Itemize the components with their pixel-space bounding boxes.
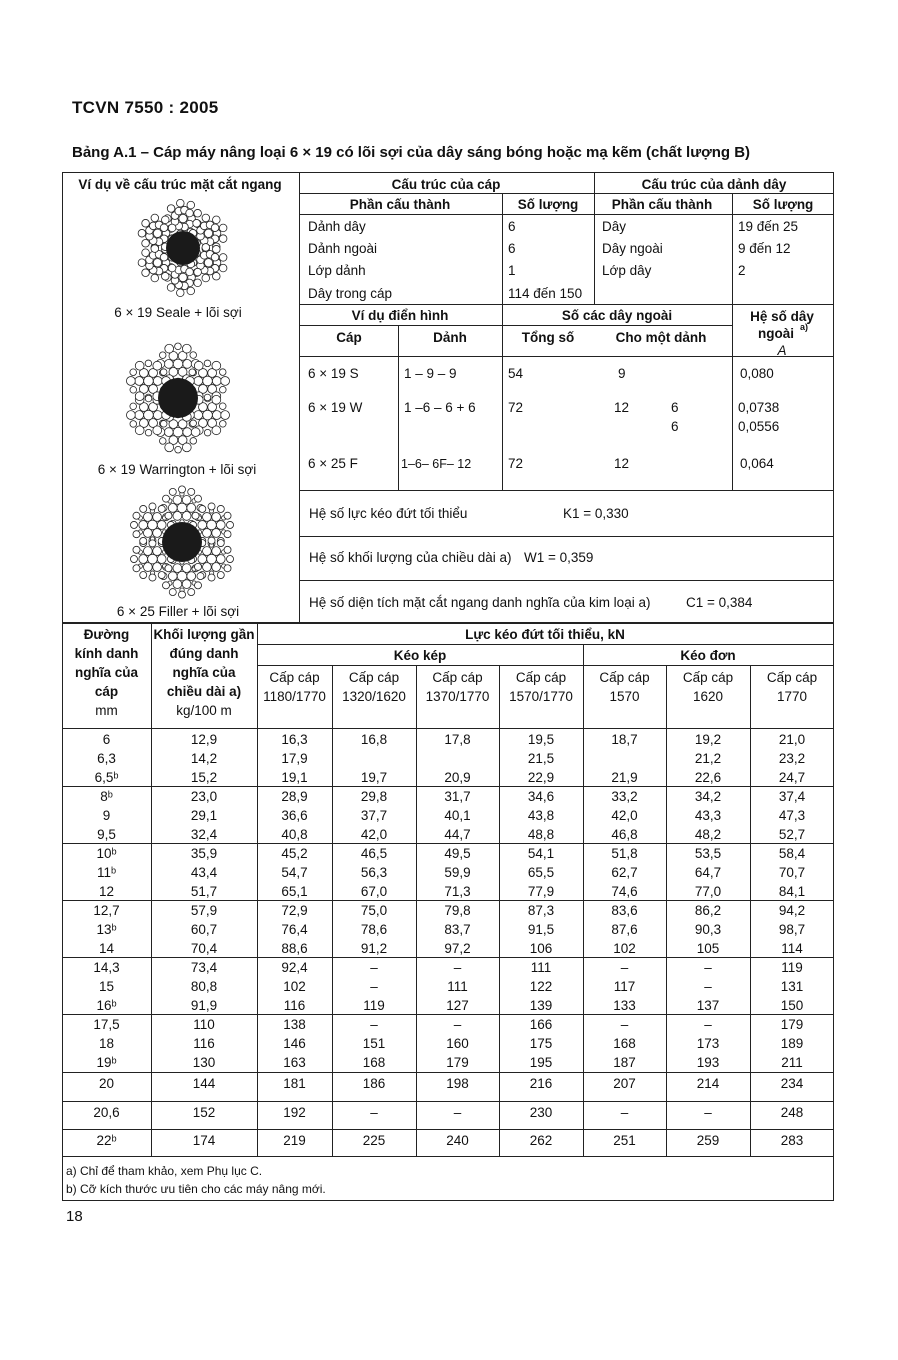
cell-r1-c3: 29,8 37,7 42,0 xyxy=(360,789,388,842)
k-factor-label: Hệ số lực kéo đứt tối thiểu xyxy=(309,506,468,521)
example-1-factor-b: 0,0556 xyxy=(738,419,780,434)
cell-r3-c8: 94,2 98,7 114 xyxy=(778,903,806,956)
c-factor-label: Hệ số diện tích mặt cắt ngang danh nghĩa của kim loại a) xyxy=(309,595,651,610)
cell-r1-c6: 33,2 42,0 46,8 xyxy=(611,789,638,842)
rope-filler-illustration-core xyxy=(162,522,202,562)
cell-r4-c1: 73,4 80,8 91,9 xyxy=(190,960,218,1013)
typical-example-header: Ví dụ điển hình xyxy=(351,308,449,323)
cell-r0-c1: 12,9 14,2 15,2 xyxy=(190,732,218,785)
cell-r8-c2: 219 xyxy=(283,1133,306,1148)
cell-r3-c3: 75,0 78,6 91,2 xyxy=(360,903,388,956)
cell-r5-c2: 138 146 163 xyxy=(283,1017,306,1070)
cell-r7-c7: – xyxy=(704,1105,712,1120)
strand-row-2-name: Lớp dây xyxy=(602,263,652,278)
col-rope: Cáp xyxy=(336,330,362,345)
cell-r6-c2: 181 xyxy=(283,1076,306,1091)
example-1-strand: 1 –6 – 6 + 6 xyxy=(404,400,476,415)
col-per-strand: Cho một dảnh xyxy=(615,330,707,345)
example-0-total: 54 xyxy=(508,366,524,381)
col-strand: Dảnh xyxy=(433,330,467,345)
strand-row-0-name: Dây xyxy=(602,219,627,234)
cross-section-header: Ví dụ về cấu trúc mặt cắt ngang xyxy=(78,177,282,192)
cell-r4-c8: 119 131 150 xyxy=(780,960,804,1013)
grade-col-2: Cấp cáp 1370/1770 xyxy=(425,670,490,704)
rope-row-0-count: 6 xyxy=(508,219,516,234)
cell-r0-c6: 18,7 21,9 xyxy=(611,732,638,785)
rope-seale-illustration xyxy=(128,196,238,300)
cell-r5-c7: – 173 193 xyxy=(696,1017,720,1070)
cell-r1-c4: 31,7 40,1 44,7 xyxy=(444,789,471,842)
cell-r5-c1: 110 116 130 xyxy=(192,1017,216,1070)
cell-r5-c4: – 160 179 xyxy=(446,1017,469,1070)
cell-r0-c0: 6 6,3 6,5ᵇ xyxy=(94,732,119,785)
k-factor-value: K1 = 0,330 xyxy=(563,506,629,521)
cell-r8-c7: 259 xyxy=(696,1133,720,1148)
cell-r8-c4: 240 xyxy=(446,1133,469,1148)
rope-filler-illustration xyxy=(120,482,244,602)
cell-r5-c0: 17,5 18 19ᵇ xyxy=(93,1017,120,1070)
rope-warrington-illustration xyxy=(118,337,238,459)
cell-r3-c4: 79,8 83,7 97,2 xyxy=(444,903,471,956)
cell-r0-c7: 19,2 21,2 22,6 xyxy=(694,732,722,785)
cell-r7-c1: 152 xyxy=(192,1105,216,1120)
mass-header: Khối lượng gần đúng danh nghĩa của chiều dài a) kg/100 m xyxy=(153,627,255,718)
cell-r4-c4: – 111 127 xyxy=(446,960,469,1013)
w-factor-label: Hệ số khối lượng của chiều dài a) xyxy=(309,550,512,565)
cell-r3-c6: 83,6 87,6 102 xyxy=(611,903,638,956)
example-0-factor: 0,080 xyxy=(740,366,774,381)
strand-structure-header: Cấu trúc của dảnh dây xyxy=(641,177,787,192)
cell-r1-c7: 34,2 43,3 48,2 xyxy=(694,789,722,842)
cell-r6-c3: 186 xyxy=(362,1076,386,1091)
cell-r3-c5: 87,3 91,5 106 xyxy=(527,903,555,956)
strand-row-1-name: Dây ngoài xyxy=(602,241,663,256)
single-lay-header: Kéo đơn xyxy=(680,648,736,663)
cell-r6-c5: 216 xyxy=(529,1076,553,1091)
cell-r5-c5: 166 175 195 xyxy=(529,1017,553,1070)
cell-r6-c0: 20 xyxy=(98,1076,115,1091)
cell-r8-c6: 251 xyxy=(613,1133,636,1148)
example-1-factor: 0,0738 xyxy=(738,400,780,415)
rope-warrington-illustration-core xyxy=(158,378,198,418)
cell-r5-c3: – 151 168 xyxy=(362,1017,386,1070)
cell-r1-c8: 37,4 47,3 52,7 xyxy=(778,789,806,842)
cell-r2-c8: 58,4 70,7 84,1 xyxy=(778,846,806,899)
cell-r0-c8: 21,0 23,2 24,7 xyxy=(778,732,806,785)
cell-r6-c7: 214 xyxy=(696,1076,720,1091)
cell-r3-c1: 57,9 60,7 70,4 xyxy=(190,903,218,956)
table-title: Bảng A.1 – Cáp máy nâng loại 6 × 19 có lõi sợi của dây sáng bóng hoặc mạ kẽm (chất lượng B) xyxy=(72,144,751,161)
cell-r4-c7: – – 137 xyxy=(696,960,720,1013)
outer-wires-header: Số các dây ngoài xyxy=(561,308,673,323)
strand-row-2-count: 2 xyxy=(738,263,746,278)
caption-filler: 6 × 25 Filler + lõi sợi xyxy=(116,604,240,619)
cell-r7-c5: 230 xyxy=(529,1105,553,1120)
grade-col-3: Cấp cáp 1570/1770 xyxy=(509,670,573,704)
strand-component-label: Phần cấu thành xyxy=(611,197,713,212)
outer-factor-header-2: ngoài xyxy=(758,326,794,341)
cell-r8-c5: 262 xyxy=(529,1133,553,1148)
cell-r2-c0: 10ᵇ 11ᵇ 12 xyxy=(96,846,117,899)
cell-r8-c3: 225 xyxy=(362,1133,386,1148)
w-factor-value: W1 = 0,359 xyxy=(524,550,594,565)
outer-factor-header-sup: a) xyxy=(800,322,809,332)
strand-row-1-count: 9 đến 12 xyxy=(738,241,791,256)
cell-r4-c0: 14,3 15 16ᵇ xyxy=(93,960,120,1013)
example-2-strand: 1–6– 6F– 12 xyxy=(401,457,472,471)
grade-col-4: Cấp cáp 1570 xyxy=(599,670,650,704)
cell-r3-c0: 12,7 13ᵇ 14 xyxy=(93,903,120,956)
rope-row-3-name: Dây trong cáp xyxy=(308,286,393,301)
cell-r2-c2: 45,2 54,7 65,1 xyxy=(281,846,308,899)
example-1-per-strand: 12 xyxy=(614,400,630,415)
caption-warrington: 6 × 19 Warrington + lõi sợi xyxy=(97,462,257,477)
cell-r4-c2: 92,4 102 116 xyxy=(281,960,308,1013)
cell-r7-c8: 248 xyxy=(780,1105,804,1120)
example-1-total: 72 xyxy=(508,400,524,415)
example-2-factor: 0,064 xyxy=(740,456,774,471)
strand-count-label: Số lượng xyxy=(752,197,814,212)
cell-r6-c6: 207 xyxy=(613,1076,636,1091)
example-2-per-strand: 12 xyxy=(614,456,630,471)
cell-r0-c4: 17,8 20,9 xyxy=(444,732,471,785)
cell-r2-c3: 46,5 56,3 67,0 xyxy=(360,846,388,899)
outer-factor-header-3: A xyxy=(777,343,787,358)
grade-col-1: Cấp cáp 1320/1620 xyxy=(342,670,406,704)
rope-component-label: Phần cấu thành xyxy=(349,197,451,212)
cell-r1-c1: 23,0 29,1 32,4 xyxy=(190,789,218,842)
document-header: TCVN 7550 : 2005 xyxy=(72,98,219,117)
example-1-per-strand-b: 6 xyxy=(671,419,679,434)
rope-seale-illustration-core xyxy=(166,231,200,265)
example-1-per-strand-a: 6 xyxy=(671,400,679,415)
cell-r0-c2: 16,3 17,9 19,1 xyxy=(281,732,308,785)
grade-col-5: Cấp cáp 1620 xyxy=(682,670,734,704)
caption-seale: 6 × 19 Seale + lõi sợi xyxy=(114,305,242,320)
cell-r4-c3: – – 119 xyxy=(363,960,385,1013)
cell-r2-c4: 49,5 59,9 71,3 xyxy=(444,846,471,899)
cell-r7-c4: – xyxy=(453,1105,462,1120)
cell-r5-c8: 179 189 211 xyxy=(780,1017,804,1070)
grade-col-0: Cấp cáp 1180/1770 xyxy=(263,670,326,704)
cell-r5-c6: – 168 187 xyxy=(613,1017,636,1070)
diameter-header: Đường kính danh nghĩa của cáp mm xyxy=(74,627,139,718)
cell-r7-c3: – xyxy=(370,1105,378,1120)
breaking-force-header: Lực kéo đứt tối thiểu, kN xyxy=(465,627,625,642)
outer-factor-header-1: Hệ số dây xyxy=(750,309,814,324)
double-lay-header: Kéo kép xyxy=(393,648,447,663)
strand-row-0-count: 19 đến 25 xyxy=(738,219,799,234)
cell-r1-c0: 8ᵇ 9 9,5 xyxy=(97,789,116,842)
cell-r4-c6: – 117 133 xyxy=(613,960,636,1013)
cell-r8-c0: 22ᵇ xyxy=(96,1133,117,1148)
cell-r2-c7: 53,5 64,7 77,0 xyxy=(694,846,722,899)
cell-r0-c3: 16,8 19,7 xyxy=(360,732,388,785)
rope-row-0-name: Dảnh dây xyxy=(308,219,366,234)
example-1-rope: 6 × 19 W xyxy=(308,400,363,415)
example-0-strand: 1 – 9 – 9 xyxy=(404,366,457,381)
cell-r7-c2: 192 xyxy=(283,1105,306,1120)
c-factor-value: C1 = 0,384 xyxy=(686,595,753,610)
cell-r2-c5: 54,1 65,5 77,9 xyxy=(527,846,555,899)
footnote-a: a) Chỉ để tham khảo, xem Phụ lục C. xyxy=(66,1164,263,1178)
rope-row-3-count: 114 đến 150 xyxy=(508,286,583,301)
page-number: 18 xyxy=(66,1208,83,1225)
cell-r4-c5: 111 122 139 xyxy=(529,960,553,1013)
cell-r1-c5: 34,6 43,8 48,8 xyxy=(527,789,555,842)
col-total: Tổng số xyxy=(521,330,575,345)
cell-r8-c8: 283 xyxy=(780,1133,804,1148)
cell-r3-c2: 72,9 76,4 88,6 xyxy=(281,903,308,956)
example-2-total: 72 xyxy=(508,456,524,471)
rope-row-2-name: Lớp dảnh xyxy=(308,263,366,278)
cell-r2-c1: 35,9 43,4 51,7 xyxy=(190,846,218,899)
rope-row-1-name: Dảnh ngoài xyxy=(308,241,378,256)
footnote-b: b) Cỡ kích thước ưu tiên cho các máy nâng mới. xyxy=(66,1182,326,1196)
cell-r2-c6: 51,8 62,7 74,6 xyxy=(611,846,638,899)
cell-r6-c1: 144 xyxy=(192,1076,216,1091)
rope-row-1-count: 6 xyxy=(508,241,516,256)
cell-r7-c0: 20,6 xyxy=(93,1105,120,1120)
rope-count-label: Số lượng xyxy=(517,197,579,212)
rope-structure-header: Cấu trúc của cáp xyxy=(391,177,501,192)
cell-r3-c7: 86,2 90,3 105 xyxy=(694,903,722,956)
grade-col-6: Cấp cáp 1770 xyxy=(766,670,818,704)
example-0-per-strand: 9 xyxy=(618,366,626,381)
cell-r7-c6: – xyxy=(620,1105,629,1120)
cell-r6-c4: 198 xyxy=(446,1076,469,1091)
example-2-rope: 6 × 25 F xyxy=(308,456,358,471)
cell-r6-c8: 234 xyxy=(780,1076,804,1091)
example-0-rope: 6 × 19 S xyxy=(308,366,359,381)
rope-row-2-count: 1 xyxy=(508,263,516,278)
cell-r1-c2: 28,9 36,6 40,8 xyxy=(281,789,308,842)
cell-r0-c5: 19,5 21,5 22,9 xyxy=(527,732,555,785)
cell-r8-c1: 174 xyxy=(192,1133,216,1148)
